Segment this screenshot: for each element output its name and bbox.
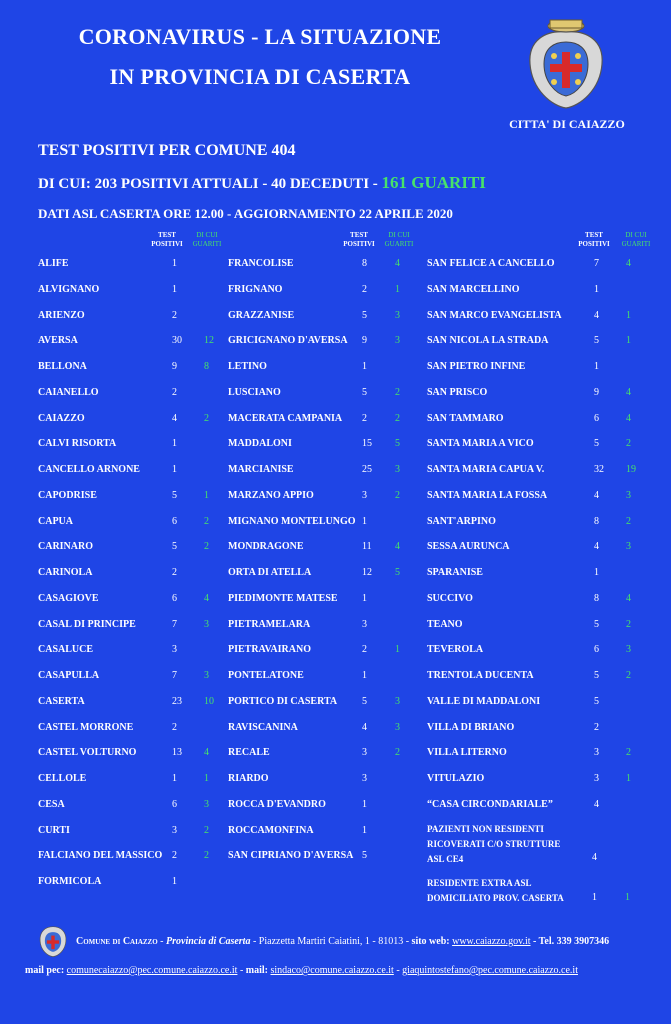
header-source: DATI ASL CASERTA ORE 12.00 - AGGIORNAMENTO 22 APRILE 2020	[38, 206, 453, 221]
municipality-name: SANTA MARIA LA FOSSA	[427, 489, 548, 501]
test-positivi-value: 4	[594, 798, 599, 810]
municipality-name: SAN CIPRIANO D'AVERSA	[228, 850, 354, 862]
test-positivi-value: 4	[594, 489, 599, 501]
municipality-name: “CASA CIRCONDARIALE”	[427, 798, 553, 810]
test-positivi-value: 8	[594, 515, 599, 527]
municipality-name: PIEDIMONTE MATESE	[228, 592, 338, 604]
city-label: CITTA' DI CAIAZZO	[509, 117, 625, 131]
municipality-name: FALCIANO DEL MASSICO	[38, 850, 163, 862]
test-positivi-value: 5	[594, 695, 599, 707]
guariti-value: 1	[204, 773, 209, 784]
test-positivi-value: 5	[172, 541, 177, 553]
test-positivi-value: 2	[172, 309, 177, 321]
test-positivi-value: 2	[594, 721, 599, 733]
test-positivi-value: 1	[594, 283, 599, 295]
municipality-name: PIETRAVAIRANO	[228, 644, 311, 656]
municipality-name: MADDALONI	[228, 438, 292, 450]
guariti-value: 12	[204, 335, 214, 347]
test-positivi-value: 6	[172, 515, 177, 527]
guariti-value: 3	[204, 670, 209, 681]
test-positivi-value: 5	[362, 695, 367, 707]
test-positivi-value: 15	[362, 438, 372, 450]
municipality-name: FRIGNANO	[228, 283, 283, 295]
footer-site-link[interactable]: www.caiazzo.gov.it	[452, 936, 531, 947]
test-positivi-value: 4	[594, 309, 599, 321]
test-positivi-value: 3	[594, 747, 599, 759]
test-positivi-value: 4	[362, 721, 367, 733]
municipality-name: CAIAZZO	[38, 412, 85, 424]
test-positivi-value: 3	[172, 644, 177, 656]
test-positivi-value: 7	[172, 670, 177, 681]
municipality-name: CASTEL VOLTURNO	[38, 747, 137, 759]
guariti-value: 1	[204, 489, 209, 501]
test-positivi-value: 1	[362, 824, 367, 836]
test-positivi-value: 9	[172, 361, 177, 372]
footer-comune: Comune di Caiazzo	[76, 936, 158, 947]
header-guariti: 161 GUARITI	[381, 173, 486, 192]
municipality-name: VILLA LITERNO	[427, 747, 507, 759]
footer-mail-label: mail:	[245, 965, 268, 976]
page-title-line2: IN PROVINCIA DI CASERTA	[109, 64, 411, 89]
municipality-name: CASTEL MORRONE	[38, 721, 134, 733]
guariti-value: 3	[626, 489, 631, 501]
municipality-name: CASALUCE	[38, 644, 94, 656]
municipality-name: ROCCAMONFINA	[228, 824, 314, 836]
guariti-value: 2	[204, 850, 209, 862]
municipality-name: CASAL DI PRINCIPE	[38, 618, 136, 630]
guariti-value: 2	[204, 541, 209, 553]
guariti-value: 2	[626, 618, 631, 630]
test-positivi-value: 30	[172, 335, 182, 347]
guariti-value: 3	[204, 618, 209, 630]
guariti-value: 3	[395, 695, 400, 707]
col1-test-header: TEST POSITIVI	[151, 231, 183, 248]
test-positivi-value: 5	[172, 489, 177, 501]
footer-sep: -	[157, 936, 167, 947]
city-crest-icon	[516, 12, 616, 112]
guariti-value: 3	[204, 798, 209, 810]
test-positivi-value: 6	[594, 644, 599, 656]
guariti-value: 4	[626, 412, 631, 424]
test-positivi-value: 1	[362, 515, 367, 527]
header-breakdown-text: DI CUI: 203 POSITIVI ATTUALI - 40 DECEDUTI -	[38, 176, 382, 192]
municipality-name: ROCCA D'EVANDRO	[228, 798, 326, 810]
test-positivi-value: 4	[172, 412, 177, 424]
test-positivi-value: 2	[362, 644, 367, 656]
guariti-value: 2	[204, 824, 209, 836]
test-positivi-value: 1	[362, 798, 367, 810]
guariti-value: 2	[626, 515, 631, 527]
test-positivi-value: 3	[362, 489, 367, 501]
municipality-name: RIARDO	[228, 773, 269, 784]
guariti-value: 5	[395, 567, 400, 578]
municipality-name: SAN MARCELLINO	[427, 283, 520, 295]
test-positivi-value: 1	[172, 283, 177, 295]
municipality-name: SAN TAMMARO	[427, 412, 504, 424]
municipality-name: MIGNANO MONTELUNGO	[228, 515, 356, 527]
test-positivi-value: 2	[172, 721, 177, 733]
footer-provincia: Provincia di Caserta	[166, 936, 251, 947]
guariti-value: 8	[204, 361, 209, 372]
test-positivi-value: 13	[172, 747, 182, 759]
test-positivi-value: 2	[362, 412, 367, 424]
test-positivi-value: 2	[362, 283, 367, 295]
municipality-name: VILLA DI BRIANO	[427, 721, 515, 733]
guariti-value: 3	[395, 721, 400, 733]
municipality-name: MONDRAGONE	[228, 541, 304, 553]
test-positivi-value: 1	[362, 592, 367, 604]
municipality-name: BELLONA	[38, 361, 87, 372]
test-positivi-value: 1	[362, 670, 367, 681]
test-positivi-value: 9	[362, 335, 367, 347]
test-positivi-value: 2	[172, 567, 177, 578]
municipality-name: TRENTOLA DUCENTA	[427, 670, 534, 681]
footer-mail2-link[interactable]: giaquintostefano@pec.comune.caiazzo.ce.it	[402, 965, 578, 976]
municipality-name: SANT'ARPINO	[427, 515, 496, 527]
test-positivi-value: 8	[594, 592, 599, 604]
municipality-name: SAN PRISCO	[427, 386, 488, 398]
page-title-line1: CORONAVIRUS - LA SITUAZIONE	[78, 24, 442, 49]
guariti-value: 2	[626, 670, 631, 681]
guariti-value: 1	[626, 309, 631, 321]
municipality-name: TEVEROLA	[427, 644, 484, 656]
residente-label: RESIDENTE EXTRA ASL DOMICILIATO PROV. CASERTA	[427, 878, 564, 903]
municipality-name: SANTA MARIA CAPUA V.	[427, 464, 545, 475]
municipality-name: ARIENZO	[38, 309, 85, 321]
guariti-value: 4	[204, 592, 209, 604]
footer-pec-link[interactable]: comunecaiazzo@pec.comune.caiazzo.ce.it	[66, 965, 238, 976]
municipality-name: SAN NICOLA LA STRADA	[427, 335, 549, 347]
test-positivi-value: 32	[594, 464, 604, 475]
guariti-value: 3	[626, 644, 631, 656]
municipality-name: AVERSA	[38, 335, 78, 347]
test-positivi-value: 9	[594, 386, 599, 398]
municipality-name: CASERTA	[38, 695, 85, 707]
test-positivi-value: 11	[362, 541, 372, 553]
municipality-name: FRANCOLISE	[228, 258, 294, 269]
guariti-value: 2	[395, 386, 400, 398]
guariti-value: 5	[395, 438, 400, 450]
test-positivi-value: 1	[172, 438, 177, 450]
guariti-value: 4	[395, 258, 400, 269]
guariti-value: 2	[626, 438, 631, 450]
municipality-name: VITULAZIO	[427, 773, 485, 784]
municipality-name: PORTICO DI CASERTA	[228, 695, 338, 707]
test-positivi-value: 12	[362, 567, 372, 578]
municipality-name: CAPODRISE	[38, 489, 97, 501]
test-positivi-value: 7	[172, 618, 177, 630]
test-positivi-value: 3	[362, 747, 367, 759]
municipality-name: SAN PIETRO INFINE	[427, 361, 526, 372]
municipality-name: CASAGIOVE	[38, 592, 99, 604]
footer-tel: - Tel. 339 3907346	[530, 936, 610, 947]
footer-line2: mail pec: comunecaiazzo@pec.comune.caiazzo.ce.it - mail: sindaco@comune.caiazzo.ce.it - giaquintostefano@pec.comune.caiazzo.ce.it	[25, 965, 578, 976]
test-positivi-value: 7	[594, 258, 599, 269]
test-positivi-value: 1	[362, 361, 367, 372]
footer-crest-icon	[36, 924, 70, 958]
municipality-name: MACERATA CAMPANIA	[228, 412, 343, 424]
test-positivi-value: 1	[594, 361, 599, 372]
guariti-value: 2	[395, 412, 400, 424]
test-positivi-value: 6	[594, 412, 599, 424]
col1-guariti-header: DI CUI GUARITI	[192, 231, 222, 248]
test-positivi-value: 1	[172, 773, 177, 784]
test-positivi-value: 2	[172, 386, 177, 398]
footer-site-label: sito web:	[411, 936, 450, 947]
test-positivi-value: 8	[362, 258, 367, 269]
col3-test-header: TEST POSITIVI	[578, 231, 610, 248]
municipality-name: CANCELLO ARNONE	[38, 464, 140, 475]
test-positivi-value: 1	[172, 464, 177, 475]
guariti-value: 10	[204, 695, 214, 707]
test-positivi-value: 3	[362, 618, 367, 630]
guariti-value: 1	[395, 283, 400, 295]
test-positivi-value: 5	[594, 335, 599, 347]
guariti-value: 19	[626, 464, 636, 475]
municipality-name: LUSCIANO	[228, 386, 281, 398]
col2-test-header: TEST POSITIVI	[343, 231, 375, 248]
guariti-value: 2	[204, 515, 209, 527]
guariti-value: 3	[626, 541, 631, 553]
test-positivi-value: 23	[172, 695, 182, 707]
guariti-value: 1	[626, 773, 631, 784]
guariti-value: 1	[395, 644, 400, 656]
municipality-name: CAPUA	[38, 515, 73, 527]
municipality-name: SESSA AURUNCA	[427, 541, 510, 553]
municipality-name: CELLOLE	[38, 773, 87, 784]
guariti-value: 4	[395, 541, 400, 553]
test-positivi-value: 25	[362, 464, 372, 475]
test-positivi-value: 1	[594, 567, 599, 578]
test-positivi-value: 4	[594, 541, 599, 553]
municipality-name: MARCIANISE	[228, 464, 294, 475]
municipality-name: CESA	[38, 798, 65, 810]
guariti-value: 2	[395, 489, 400, 501]
guariti-value: 2	[204, 412, 209, 424]
footer-address: - Piazzetta Martiri Caiatini, 1 - 81013 -	[250, 936, 412, 947]
pazienti-test: 4	[592, 852, 597, 863]
pazienti-label: PAZIENTI NON RESIDENTI RICOVERATI C/O STRUTTURE ASL CE4	[427, 824, 561, 864]
test-positivi-value: 5	[594, 618, 599, 630]
guariti-value: 4	[626, 258, 631, 269]
municipality-name: CASAPULLA	[38, 670, 100, 681]
test-positivi-value: 1	[172, 876, 177, 887]
municipality-name: SANTA MARIA A VICO	[427, 438, 534, 450]
municipality-name: GRAZZANISE	[228, 309, 295, 321]
test-positivi-value: 5	[594, 438, 599, 450]
footer-pec-label: mail pec:	[25, 965, 65, 976]
guariti-value: 4	[626, 592, 631, 604]
test-positivi-value: 5	[362, 386, 367, 398]
municipality-name: VALLE DI MADDALONI	[427, 695, 541, 707]
test-positivi-value: 5	[362, 309, 367, 321]
municipality-name: CARINARO	[38, 541, 93, 553]
municipality-name: MARZANO APPIO	[228, 489, 314, 501]
test-positivi-value: 2	[172, 850, 177, 862]
municipality-name: SPARANISE	[427, 567, 483, 578]
municipality-name: ALIFE	[38, 258, 69, 269]
test-positivi-value: 3	[172, 824, 177, 836]
municipality-name: ORTA DI ATELLA	[228, 567, 312, 578]
col3-guariti-header: DI CUI GUARITI	[621, 231, 651, 248]
footer-line1	[76, 936, 609, 947]
test-positivi-value: 6	[172, 798, 177, 810]
municipality-name: CURTI	[38, 824, 70, 836]
municipality-name: CARINOLA	[38, 567, 93, 578]
test-positivi-value: 5	[594, 670, 599, 681]
header-total: TEST POSITIVI PER COMUNE 404	[38, 142, 296, 159]
municipality-name: RAVISCANINA	[228, 721, 298, 733]
municipality-name: FORMICOLA	[38, 876, 102, 887]
municipality-name: SAN FELICE A CANCELLO	[427, 258, 555, 269]
test-positivi-value: 6	[172, 592, 177, 604]
col2-guariti-header: DI CUI GUARITI	[384, 231, 414, 248]
municipality-name: LETINO	[228, 361, 267, 372]
municipality-name: SUCCIVO	[427, 592, 473, 604]
guariti-value: 3	[395, 335, 400, 347]
municipality-name: SAN MARCO EVANGELISTA	[427, 309, 562, 321]
municipality-name: RECALE	[228, 747, 270, 759]
municipality-name: TEANO	[427, 618, 463, 630]
guariti-value: 2	[395, 747, 400, 759]
header-breakdown	[38, 173, 486, 193]
test-positivi-value: 3	[594, 773, 599, 784]
municipality-name: GRICIGNANO D'AVERSA	[228, 335, 348, 347]
test-positivi-value: 3	[362, 773, 367, 784]
guariti-value: 3	[395, 309, 400, 321]
municipality-name: CAIANELLO	[38, 386, 99, 398]
residente-test: 1	[592, 892, 597, 903]
footer-mail-link[interactable]: sindaco@comune.caiazzo.ce.it	[270, 965, 394, 976]
guariti-value: 3	[395, 464, 400, 475]
guariti-value: 4	[626, 386, 631, 398]
test-positivi-value: 1	[172, 258, 177, 269]
guariti-value: 1	[626, 335, 631, 347]
municipality-name: CALVI RISORTA	[38, 438, 117, 450]
municipality-name: PONTELATONE	[228, 670, 304, 681]
municipality-name: ALVIGNANO	[38, 283, 100, 295]
municipality-name: PIETRAMELARA	[228, 618, 311, 630]
residente-guariti: 1	[625, 892, 630, 903]
guariti-value: 4	[204, 747, 209, 759]
guariti-value: 2	[626, 747, 631, 759]
test-positivi-value: 5	[362, 850, 367, 862]
